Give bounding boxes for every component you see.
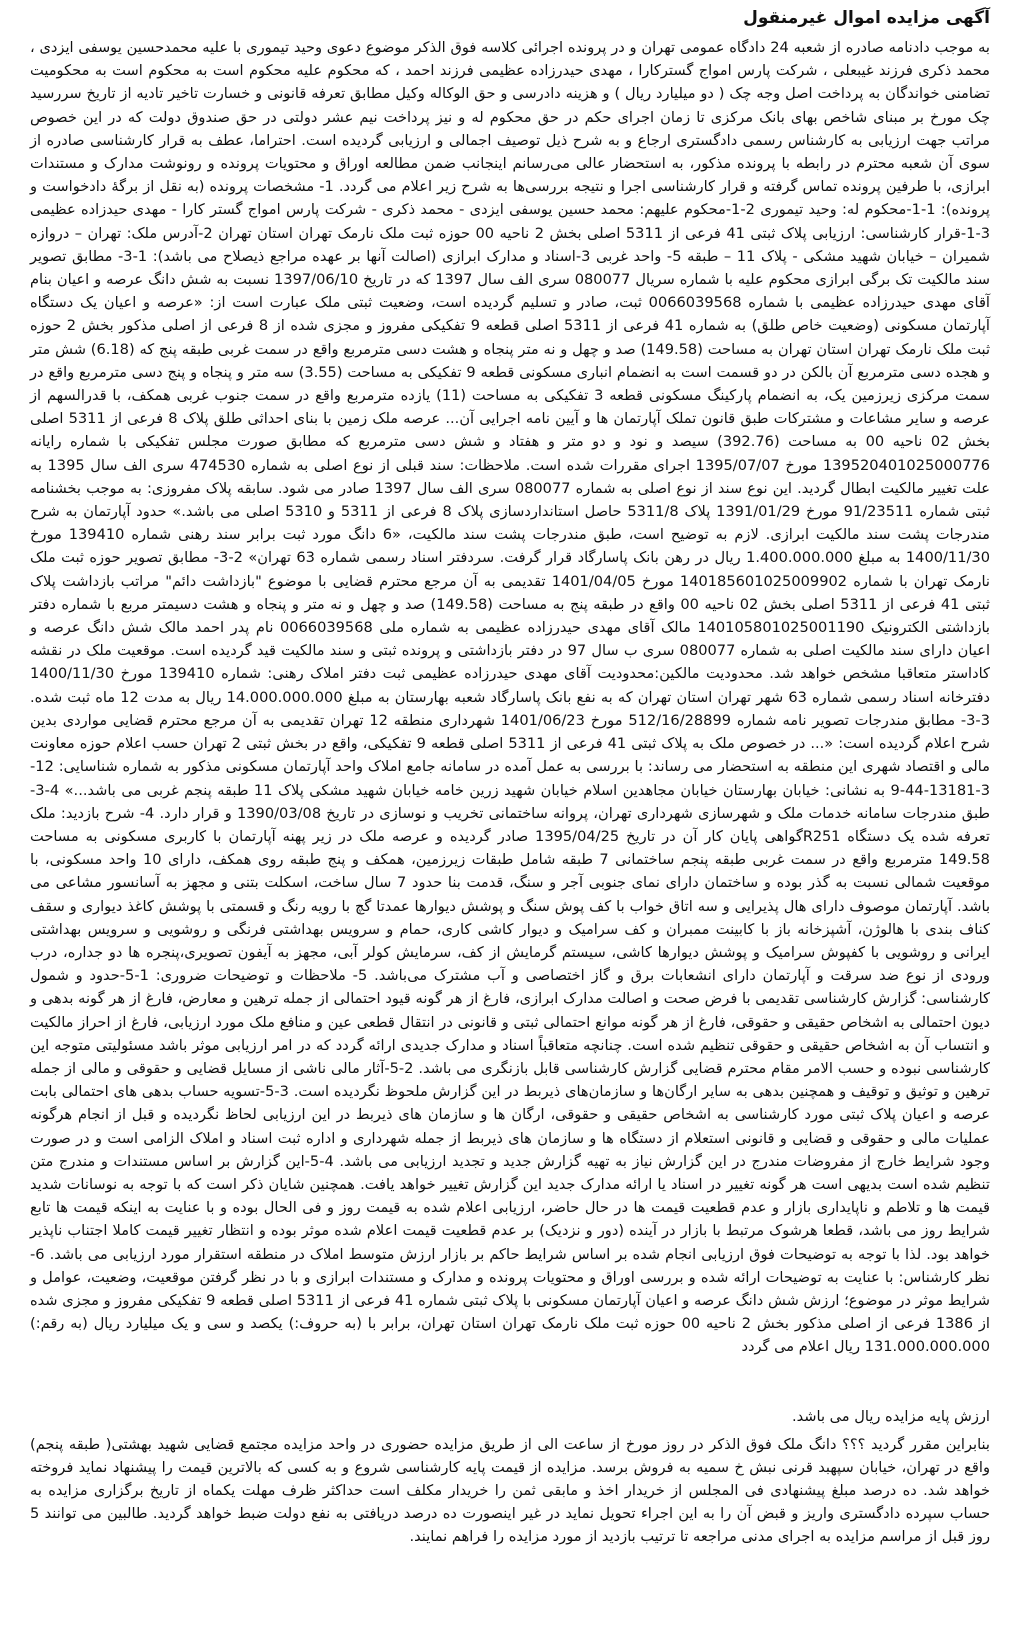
notice-title: آگهی مزایده اموال غیرمنقول	[743, 8, 990, 28]
section-gap	[30, 1359, 990, 1405]
base-price-line: ارزش پایه مزایده ریال می باشد.	[791, 1407, 990, 1425]
notice-body: به موجب دادنامه صادره از شعبه 24 دادگاه عمومی تهران و در پرونده اجرائی کلاسه فوق الذکر موضوع دعوی وحید تیموری با علیه محمدحسین یوسفی ایزدی ، محمد ذکری فرزند غیبعلی ، شرکت پارس امواج گسترکارا ، مهدی حیدرزاده عظیمی فرزند احمد ، که محکوم علیه محکوم است به محکوم است به محکومیت تضامنی خواندگان به پرداخت اصل وجه چک ( دو میلیارد ریال ) و هزینه دادرسی و حق الوکاله وکیل مطابق تعرفه قانونی و خسارت تاخیر تادیه از تاریخ سررسید چک مورخ بر مبنای شاخص بهای بانک مرکزی تا زمان اجرای حکم در حق محکوم له و نیز پرداخت نیم عشر دولتی در حق صندوق دولت که در این خصوص مراتب جهت ارزیابی به کارشناس رسمی دادگستری ارجاع و به شرح ذیل توصیف اجمالی و ارزیابی گردیده است. احتراما، عطف به قرار کارشناسی صادره از سوی آن شعبه محترم در رابطه با پرونده مذکور، به استحضار عالی می‌رسانم اینجانب ضمن مطالعه اوراق و محتویات پرونده و رونوشت مدارک و مستندات ابرازی، با طرفین پرونده تماس گرفته و قرار کارشناسی اجرا و نتیجه بررسی‌ها به شرح زیر اعلام می گردد. 1- مشخصات پرونده (به نقل از برگهٔ دادخواست و پرونده): 1-1-محکوم له: وحید تیموری 2-1-محکوم علیهم: محمد حسین یوسفی ایزدی - محمد ذکری - شرکت پارس امواج گستر کارا - مهدی حیدزاده عظیمی 3-1-قرار کارشناسی: ارزیابی پلاک ثبتی 41 فرعی از 5311 اصلی بخش 2 ناحیه 00 حوزه ثبت ملک نارمک تهران استان تهران 2-آدرس ملک: تهران – دروازه شمیران – خیابان شهید مشکی - پلاک 11 – طبقه 5- واحد غربی 3-اسناد و مدارک ابرازی (اصالت آنها بر عهده مراجع ذیصلاح می باشد): 1-3- مطابق تصویر سند مالکیت تک برگی ابرازی محکوم علیه با شماره سریال 080077 سری الف سال 1397 که در تاریخ 1397/06/10 نسبت به شش دانگ عرصه و اعیان بنام آقای مهدی حیدرزاده عظیمی با شماره 0066039568 ثبت، صادر و تسلیم گردیده است، وضعیت ثبتی ملک عبارت است از: «عرصه و اعیان یک دستگاه آپارتمان مسکونی (وضعیت خاص طلق) به شماره 41 فرعی از 5311 اصلی قطعه 9 تفکیکی مفروز و مجزی شده از 8 فرعی از اصلی مذکور بخش 2 حوزه ثبت ملک نارمک تهران استان تهران به مساحت (149.58) صد و چهل و نه متر پنجاه و هشت دسی مترمربع واقع در سمت غربی طبقه پنج که (6.18) شش متر و هجده دسی مترمربع آن بالکن در دو قسمت است به انضمام انباری مسکونی قطعه 9 تفکیکی به مساحت (3.55) سه متر و پنجاه و پنج دسی مترمربع واقع در سمت مرکزی زیرزمین یک، به انضمام پارکینگ مسکونی قطعه 3 تفکیکی به مساحت (11) یازده مترمربع واقع در سمت جنوب غربی همکف، با قدرالسهم از عرصه و سایر مشاعات و مشترکات طبق قانون تملک آپارتمان ها و آیین نامه اجرایی آن... عرصه ملک زمین با بنای احداثی طلق پلاک 8 فرعی از 5311 اصلی بخش 02 ناحیه 00 به مساحت (392.76) سیصد و نود و دو متر و هفتاد و شش دسی مترمربع که مطابق صورت مجلس تفکیکی با شماره رایانه 13952040102500077​6 مورخ 1395/07/07 اجرای مقررات شده است. ملاحظات: سند قبلی از نوع اصلی به شماره 474530 سری الف سال 1395 به علت تغییر مالکیت ابطال گردید. این نوع سند از نوع اصلی به شماره 080077 سری الف سال 1397 صادر می شود. سابقه پلاک مفروزی: به موجب بخشنامه ثبتی شماره 91/23511 مورخ 1391/01/29 پلاک 5311/8 حاصل استانداردسازی پلاک 8 فرعی از 5311 و 5310 اصلی می باشد.» حدود آپارتمان به شرح مندرجات پشت سند مالکیت ابرازی. لازم به توضیح است، طبق مندرجات پشت سند مالکیت، «6 دانگ مورد ثبت برابر سند رهنی شماره 139410 مورخ 1400/11/30 به مبلغ 1.400.000.000 ریال در رهن بانک پاسارگاد قرار گرفت. سردفتر اسناد رسمی شماره 63 تهران» 2-3- مطابق تصویر حوزه ثبت ملک نارمک تهران با شماره 140185601025009902 مورخ 1401/04/05 تقدیمی به آن مرجع محترم قضایی با موضوع "بازداشت دائم" مراتب بازداشت پلاک ثبتی 41 فرعی از 5311 اصلی بخش 02 ناحیه 00 واقع در طبقه پنج به مساحت (149.58) صد و چهل و نه متر و پنجاه و هشت دسیمتر مربع با شماره دفتر بازداشتی الکترونیک 140105801025001190 مالک آقای مهدی حیدرزاده عظیمی به شماره ملی 0066039568 نام پدر احمد مالک شش دانگ عرصه و اعیان دارای سند مالکیت اصلی به شماره 080077 سری ب سال 97 در دفتر بازداشتی و پرونده ثبتی و سند مالکیت قید گردیده است. موقعیت ملک در نقشه کاداستر متعاقبا مشخص خواهد شد. محدودیت مالکین:محدودیت آقای مهدی حیدرزاده عظیمی ثبت دفتر املاک رهنی: شماره 139410 مورخ 1400/11/30 دفترخانه اسناد رسمی شماره 63 شهر تهران استان تهران که به نفع بانک پاسارگاد شعبه بهارستان به مبلغ 14.000.000.000 ریال به مدت 12 ماه ثبت شده. 3-3- مطابق مندرجات تصویر نامه شماره 512/16/28899 مورخ 1401/06/23 شهرداری منطقه 12 تهران تقدیمی به آن مرجع محترم قضایی مواردی بدین شرح اعلام گردیده است: «... در خصوص ملک به پلاک ثبتی 41 فرعی از 5311 اصلی قطعه 9 تفکیکی، واقع در بخش ثبتی 2 تهران حسب اعلام حوزه معاونت مالی و اقتصاد شهری این منطقه به استحضار می رساند: با بررسی به عمل آمده در سامانه جامع املاک واحد آپارتمان مسکونی مذکور به شماره شناسایی: 12-3-13181-44-9 به نشانی: خیابان بهارستان خیابان مجاهدین اسلام خیابان شهید زرین خامه خیابان شهید مشکی پلاک 11 طبقه پنجم غربی می باشد...» 4-3- طبق مندرجات سامانه خدمات ملک و شهرسازی شهرداری تهران، پروانه ساختمانی تخریب و نوسازی در تاریخ 1390/03/08 و قرار دارد. 4- شرح بازدید: ملک تعرفه شده یک دستگاه R251گواهی پایان کار آن در تاریخ 1395/04/25 صادر گردیده و عرصه ملک در زیر پهنه آپارتمان با کاربری مسکونی به مساحت 149.58 مترمربع واقع در سمت غربی طبقه پنجم ساختمانی 7 طبقه شامل طبقات زیرزمین، همکف و پنج طبقه روی همکف، دارای 10 واحد مسکونی، با موقعیت شمالی نسبت به گذر بوده و ساختمان دارای نمای جنوبی آجر و سنگ، قدمت بنا حدود 7 سال ساخت، اسکلت بتنی و مجهز به آسانسور مشاعی می باشد. آپارتمان موصوف دارای هال پذیرایی و سه اتاق خواب با کف پوش سنگ و پوشش دیوارها عمدتا گچ با رویه رنگ و قسمتی با پوشش کاغذ دیواری و سقف کناف بندی با هالوژن، آشپزخانه باز با کابینت ممبران و کف سرامیک و دیوار کاشی کاری، حمام و سرویس بهداشتی فرنگی و روشویی و سرویس بهداشتی ایرانی و روشویی با کفپوش سرامیک و پوشش دیوارها کاشی، سیستم گرمایش از کف، سرمایش کولر آبی، مجهز به آیفون تصویری،پنجره ها دو جداره، درب ورودی از نوع ضد سرقت و آپارتمان دارای انشعابات برق و گاز اختصاصی و آب مشترک می‌باشد. 5- ملاحظات و توضیحات ضروری: 1-5-حدود و شمول کارشناسی: گزارش کارشناسی تقدیمی با فرض صحت و اصالت مدارک ابرازی، فارغ از هر گونه قیود احتمالی از جمله ترهین و معارض، فارغ از هر گونه بدهی و دیون احتمالی به اشخاص حقیقی و حقوقی، فارغ از هر گونه موانع احتمالی ثبتی و قانونی در انتقال قطعی عین و منافع ملک مورد ارزیابی، فارغ از احراز مالکیت و انتساب آن به اشخاص حقیقی و حقوقی تنظیم شده است. چنانچه متعاقباً اسناد و مدارک جدیدی ارائه گردد که در امر ارزیابی موثر باشد مسئولیتی متوجه این کارشناسی نبوده و حسب الامر مقام محترم قضایی گزارش کارشناسی قابل بازنگری می باشد. 2-5-آثار مالی ناشی از مسایل قضایی و حقوقی و مالی از جمله ترهین و توثیق و توقیف و همچنین بدهی به سایر ارگان‌ها و سازمان‌های ذیربط در این گزارش ملحوظ نگردیده است. 3-5-تسویه حساب بدهی های احتمالی بابت عرصه و اعیان پلاک ثبتی مورد کارشناسی به اشخاص حقیقی و حقوقی، ارگان ها و سازمان های ذیربط در این ارزیابی لحاظ نگردیده و قبل از انجام هرگونه عملیات مالی و حقوقی و قضایی و قانونی استعلام از دستگاه ها و سازمان های ذیربط از جمله شهرداری و اداره ثبت اسناد و املاک الزامی است و در صورت وجود شرایط خارج از مفروضات مندرج در این گزارش نیاز به تهیه گزارش جدید و تجدید ارزیابی می باشد. 4-5-این گزارش بر اساس مستندات و مندرج متن تنظیم شده است بدیهی است هر گونه تغییر در اسناد یا ارائه مدارک جدید این گزارش تغییر خواهد یافت. همچنین شایان ذکر است که با توجه به نوسانات شدید قیمت ها و تلاطم و ناپایداری بازار و عدم قطعیت قیمت ها در حال حاضر، ارزیابی اعلام شده به قیمت روز و فی الحال بوده و با عنایت به اینکه قیمت ها تابع شرایط روز می باشد، قطعا هرشوک مرتبط با بازار در آینده (دور و نزدیک) بر عدم قطعیت قیمت اعلام شده موثر بوده و انتظار تغییر قیمت کاملا اجتناب ناپذیر خواهد بود. لذا با توجه به توضیحات فوق ارزیابی انجام شده بر اساس شرایط حاکم بر بازار ارزش متوسط املاک در منطقه استقرار مورد ارزیابی می باشد. 6-نظر کارشناس: با عنایت به توضیحات ارائه شده و بررسی اوراق و محتویات پرونده و مدارک و مستندات ابرازی و با در نظر گرفتن موقعیت، وضعیت، عوامل و شرایط موثر در موضوع؛ ارزش شش دانگ عرصه و اعیان آپارتمان مسکونی با پلاک ثبتی شماره 41 فرعی از 5311 اصلی قطعه 9 تفکیکی مفروز و مجزی شده از 1386 فرعی از اصلی مذکور بخش 2 ناحیه 00 حوزه ثبت ملک نارمک تهران استان تهران، برابر با (به حروف:) یکصد و سی و یک میلیارد ریال (به رقم:) 131.000.000.000 ریال اعلام می گردد	[30, 39, 991, 1356]
auction-terms: بنابراین مقرر گردید ؟؟؟ دانگ ملک فوق الذکر در روز مورخ از ساعت الی از طریق مزایده حضوری در واحد مزایده مجتمع قضایی شهید بهشتی( طبقه پنجم) واقع در تهران، خیابان سپهبد قرنی نبش خ سمیه به فروش برسد. مزایده از قیمت پایه کارشناسی شروع و به کسی که بالاترین قیمت را پیشنهاد نماید فروخته خواهد شد. ده درصد مبلغ پیشنهادی فی المجلس از خریدار اخذ و مابقی ثمن را خریدار مکلف است حداکثر ظرف مهلت یکماه از تاریخ برگزاری مزایده به حساب سپرده دادگستری واریز و قبض آن را به این اجراء تحویل نماید در غیر اینصورت ده درصد دریافتی به نفع دولت ضبط خواهد گردید. طالبین می توانند 5 روز قبل از مراسم مزایده به اجرای مدنی مراجعه تا ترتیب بازدید از مورد مزایده را فراهم نمایند.	[30, 1435, 990, 1546]
